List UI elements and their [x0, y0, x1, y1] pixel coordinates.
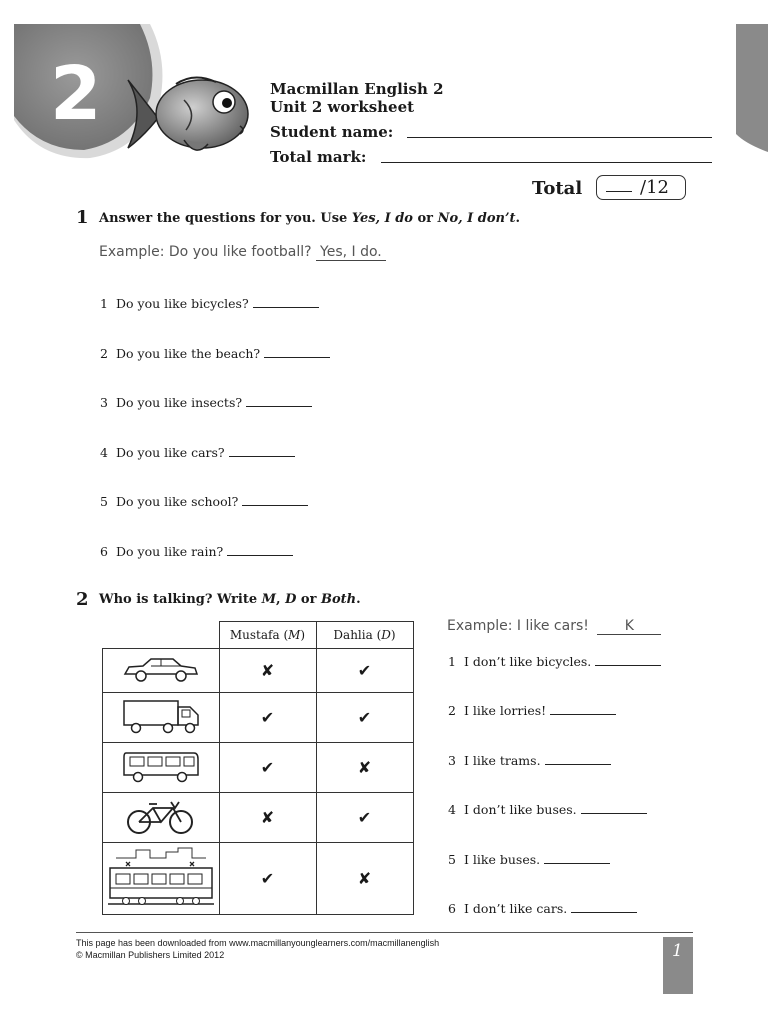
total-mark-field[interactable] — [381, 162, 712, 163]
answer-field[interactable] — [545, 764, 611, 765]
example-answer: Yes, I do. — [316, 244, 386, 261]
lorry-icon — [103, 693, 220, 743]
question-3: 3 Do you like insects? — [100, 395, 312, 410]
bus-icon — [103, 743, 220, 793]
question-6: 6 Do you like rain? — [100, 544, 293, 559]
example-answer: K — [597, 618, 661, 635]
mustafa-mark: ✔ — [219, 693, 316, 743]
total-score-field[interactable] — [606, 191, 632, 192]
question-4: 4 Do you like cars? — [100, 445, 295, 460]
unit-number: 2 — [50, 51, 102, 137]
sentence-4: 4 I don’t like buses. — [448, 802, 647, 817]
sentence-3: 3 I like trams. — [448, 753, 611, 768]
answer-field[interactable] — [544, 863, 610, 864]
question-2: 2 Do you like the beach? — [100, 346, 330, 361]
dahlia-mark: ✘ — [316, 743, 413, 793]
car-icon — [103, 649, 220, 693]
answer-field[interactable] — [550, 714, 616, 715]
column-header-mustafa: Mustafa (M) — [219, 622, 316, 649]
table-row — [103, 843, 414, 915]
mustafa-mark: ✘ — [219, 649, 316, 693]
tram-icon — [103, 843, 220, 915]
total-mark-label: Total mark: — [270, 148, 367, 166]
footer-source: This page has been downloaded from www.macmillanyounglearners.com/macmillanenglish — [76, 938, 440, 948]
table-row — [103, 743, 414, 793]
dahlia-mark: ✔ — [316, 693, 413, 743]
worksheet-title: Macmillan English 2 — [270, 80, 444, 98]
dahlia-mark: ✔ — [316, 649, 413, 693]
total-max-score: /12 — [640, 177, 669, 198]
exercise-2-number: 2 — [76, 589, 89, 610]
fish-icon — [124, 70, 259, 165]
table-row — [103, 649, 414, 693]
answer-field[interactable] — [242, 505, 308, 506]
dahlia-mark: ✔ — [316, 793, 413, 843]
worksheet-subtitle: Unit 2 worksheet — [270, 98, 415, 116]
sentence-2: 2 I like lorries! — [448, 703, 616, 718]
student-name-label: Student name: — [270, 123, 394, 141]
mustafa-mark: ✘ — [219, 793, 316, 843]
footer-copyright: © Macmillan Publishers Limited 2012 — [76, 950, 225, 960]
mustafa-mark: ✔ — [219, 843, 316, 915]
question-5: 5 Do you like school? — [100, 494, 308, 509]
sentence-5: 5 I like buses. — [448, 852, 610, 867]
footer-divider — [76, 932, 693, 933]
sentence-1: 1 I don’t like bicycles. — [448, 654, 661, 669]
table-row — [103, 793, 414, 843]
exercise-1-instruction: Answer the questions for you. Use Yes, I do or No, I don’t. — [99, 211, 521, 226]
question-1: 1 Do you like bicycles? — [100, 296, 319, 311]
exercise-2-instruction: Who is talking? Write M, D or Both. — [99, 592, 361, 607]
answer-field[interactable] — [227, 555, 293, 556]
exercise-1-number: 1 — [76, 207, 89, 228]
bicycle-icon — [103, 793, 220, 843]
answer-field[interactable] — [246, 406, 312, 407]
dahlia-mark: ✘ — [316, 843, 413, 915]
preference-table — [102, 621, 414, 915]
answer-field[interactable] — [229, 456, 295, 457]
exercise-2-example: Example: I like cars! K — [447, 618, 661, 635]
page-edge-tab — [736, 24, 768, 152]
column-header-dahlia: Dahlia (D) — [316, 622, 413, 649]
mustafa-mark: ✔ — [219, 743, 316, 793]
student-name-field[interactable] — [407, 137, 712, 138]
answer-field[interactable] — [571, 912, 637, 913]
sentence-6: 6 I don’t like cars. — [448, 901, 637, 916]
answer-field[interactable] — [264, 357, 330, 358]
exercise-1-example: Example: Do you like football? Yes, I do. — [99, 244, 386, 261]
answer-field[interactable] — [253, 307, 319, 308]
answer-field[interactable] — [581, 813, 647, 814]
answer-field[interactable] — [595, 665, 661, 666]
total-label: Total — [532, 178, 583, 199]
table-row — [103, 693, 414, 743]
page-number: 1 — [672, 941, 683, 961]
